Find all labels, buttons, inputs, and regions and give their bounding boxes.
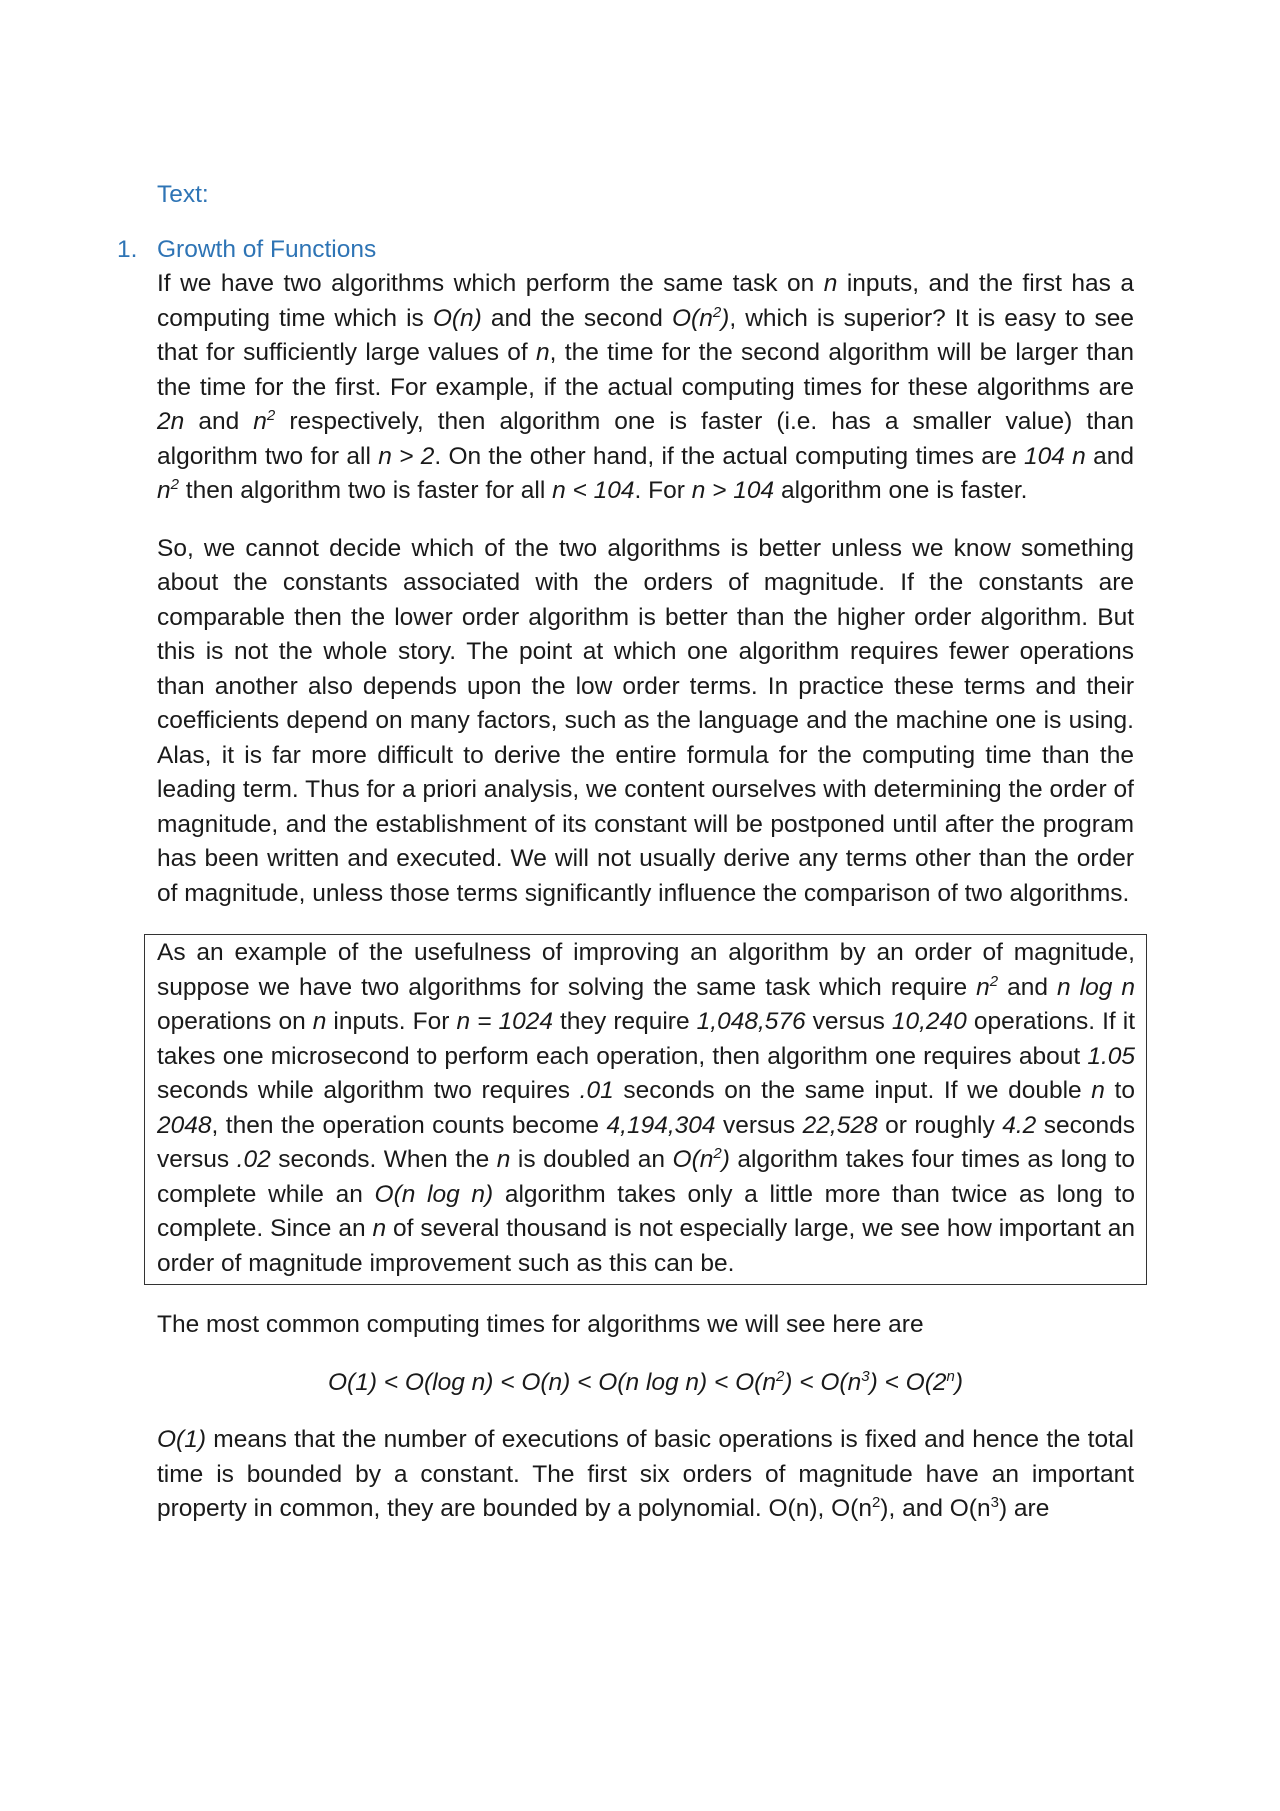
box-run: 1.05 xyxy=(1087,1042,1135,1070)
p1-run: and xyxy=(184,408,254,435)
paragraph-common-times xyxy=(157,1308,1134,1343)
box-run: 2 xyxy=(989,972,999,990)
box-run: 2048 xyxy=(157,1111,212,1139)
formula-run: ) xyxy=(954,1368,963,1396)
formula-run: ) < O(2 xyxy=(869,1368,947,1396)
box-run: they require xyxy=(552,1008,697,1035)
p1-run: O(n) xyxy=(432,304,482,332)
p1-run: and xyxy=(1085,442,1134,470)
p1-run: n > 2 xyxy=(378,442,435,470)
box-run: of several thousand is not especially large, we see how important an order of magnitude improvement such as this can be. xyxy=(157,1215,1135,1277)
p3-run: The most common computing times for algorithms we will see here are xyxy=(157,1311,924,1338)
p1-run: n xyxy=(536,339,550,366)
example-box xyxy=(144,934,1147,1285)
text-label: Text: xyxy=(157,181,209,208)
p1-run: ) xyxy=(721,304,730,332)
box-run: algorithm takes only a little more than twice as long to complete. Since an xyxy=(157,1180,1135,1242)
p1-run: and the second xyxy=(481,304,672,332)
box-run: O(n log n) xyxy=(374,1180,494,1208)
p1-run: n xyxy=(157,477,171,504)
p4-run: 3 xyxy=(990,1494,999,1511)
p4-run: O(1) xyxy=(157,1426,206,1453)
section-heading xyxy=(117,233,1134,268)
p1-run: 2 xyxy=(712,303,722,321)
p1-run: then algorithm two is faster for all xyxy=(178,477,553,504)
box-run: ) xyxy=(721,1146,730,1173)
p1-run: O(n xyxy=(671,304,713,332)
box-run: operations on xyxy=(157,1008,313,1035)
formula-run: O(1) < O(log n) < O(n) < O(n log n) < O(n xyxy=(327,1368,776,1396)
p4-run: 2 xyxy=(871,1494,881,1511)
box-run: seconds. When the xyxy=(270,1146,497,1173)
box-run: algorithm takes four times as long to complete while an xyxy=(157,1146,1135,1208)
box-run: , then the operation counts become xyxy=(211,1111,607,1139)
box-run: versus xyxy=(805,1008,892,1035)
box-run: seconds versus xyxy=(157,1111,1136,1173)
p1-run: 2 xyxy=(266,407,276,424)
formula-run: 3 xyxy=(861,1367,870,1385)
p1-run: , the time for the second algorithm will be larger than the time for the first. For example, if the actual computing times for these algorithms are xyxy=(157,339,1134,401)
p4-run: ) are xyxy=(998,1495,1050,1522)
p1-run: . For xyxy=(634,477,692,504)
box-run: versus xyxy=(715,1111,803,1139)
box-run: 10,240 xyxy=(891,1008,967,1035)
p4-run: means that the number of executions of basic operations is fixed and hence the total time is bounded by a constant. The first six orders of magnitude have an important property in common, they are bounded by a polynomial. O(n), O(n xyxy=(157,1426,1134,1522)
box-run: n xyxy=(372,1215,387,1242)
box-run: n xyxy=(496,1146,511,1173)
p1-run: algorithm one is faster. xyxy=(774,477,1028,504)
box-run: n xyxy=(1091,1077,1105,1104)
section-title: Growth of Functions xyxy=(157,235,377,263)
box-run: and xyxy=(998,973,1058,1001)
paragraph-growth-intro xyxy=(157,267,1134,509)
box-run: seconds on the same input. If we double xyxy=(613,1077,1092,1104)
formula-run: ) < O(n xyxy=(784,1368,862,1396)
p1-run: inputs, and the first has a computing time which is xyxy=(157,270,1134,332)
box-run: 1,048,576 xyxy=(696,1008,806,1035)
box-run: n log n xyxy=(1057,973,1135,1001)
p1-run: n > 104 xyxy=(691,477,775,504)
box-run: 22,528 xyxy=(802,1111,878,1139)
box-run: to xyxy=(1104,1077,1135,1104)
box-run: operations. If it takes one microsecond to perform each operation, then algorithm one requires about xyxy=(157,1008,1136,1070)
box-run: O(n xyxy=(672,1146,714,1173)
p1-run: n < 104 xyxy=(552,477,635,504)
p1-run: 2n xyxy=(157,408,185,435)
paragraph-constants xyxy=(157,532,1134,912)
box-run: .02 xyxy=(236,1146,271,1173)
box-run: or roughly xyxy=(877,1111,1003,1139)
p1-run: , which is superior? It is easy to see that for sufficiently large values of xyxy=(157,304,1134,366)
paragraph-constant-time xyxy=(157,1423,1134,1527)
box-run: n = 1024 xyxy=(456,1008,553,1035)
box-run: 4,194,304 xyxy=(606,1111,716,1139)
box-run: is doubled an xyxy=(510,1146,673,1173)
example-box-text xyxy=(157,936,1135,1281)
box-run: n xyxy=(312,1008,327,1035)
box-run: 2 xyxy=(713,1145,722,1162)
p1-run: 104 n xyxy=(1024,442,1086,470)
formula-run: n xyxy=(946,1367,955,1385)
formula-run: 2 xyxy=(775,1367,785,1385)
p2-run: So, we cannot decide which of the two algorithms is better unless we know something about the constants associated with the orders of magnitude. If the constants are comparable then the lower order algorithm is better than the higher order algorithm. But this is not the whole story. The point at which one algorithm requires fewer operations than another also depends upon the low order terms. In practice these terms and their coefficients depend on many factors, such as the language and the machine one is using. Alas, it is far more difficult to derive the entire formula for the computing time than the leading term. Thus for a priori analysis, we content ourselves with determining the order of magnitude, and the establishment of its constant will be postponed until after the program has been written and executed. We will not usually derive any terms other than the order of magnitude, unless those terms significantly influence the comparison of two algorithms. xyxy=(157,534,1134,907)
box-run: inputs. For xyxy=(326,1008,457,1035)
box-run: .01 xyxy=(579,1077,614,1104)
box-run: 4.2 xyxy=(1002,1111,1037,1139)
box-run: n xyxy=(976,973,990,1001)
p1-run: n xyxy=(253,408,267,435)
box-run: As an example of the usefulness of improving an algorithm by an order of magnitude, suppose we have two algorithms for solving the same task which require xyxy=(157,939,1135,1001)
section-number: 1. xyxy=(117,235,138,263)
document-content xyxy=(117,178,1136,1527)
p1-run: respectively, then algorithm one is faster (i.e. has a smaller value) than algorithm two for all xyxy=(157,408,1135,470)
p4-run: ), and O(n xyxy=(880,1495,991,1522)
p1-run: n xyxy=(823,270,838,297)
complexity-order-formula xyxy=(157,1366,1134,1401)
box-run: seconds while algorithm two requires xyxy=(157,1077,580,1104)
p1-run: If we have two algorithms which perform the same task on xyxy=(157,270,824,297)
p1-run: . On the other hand, if the actual computing times are xyxy=(434,442,1024,470)
p1-run: 2 xyxy=(170,476,179,493)
